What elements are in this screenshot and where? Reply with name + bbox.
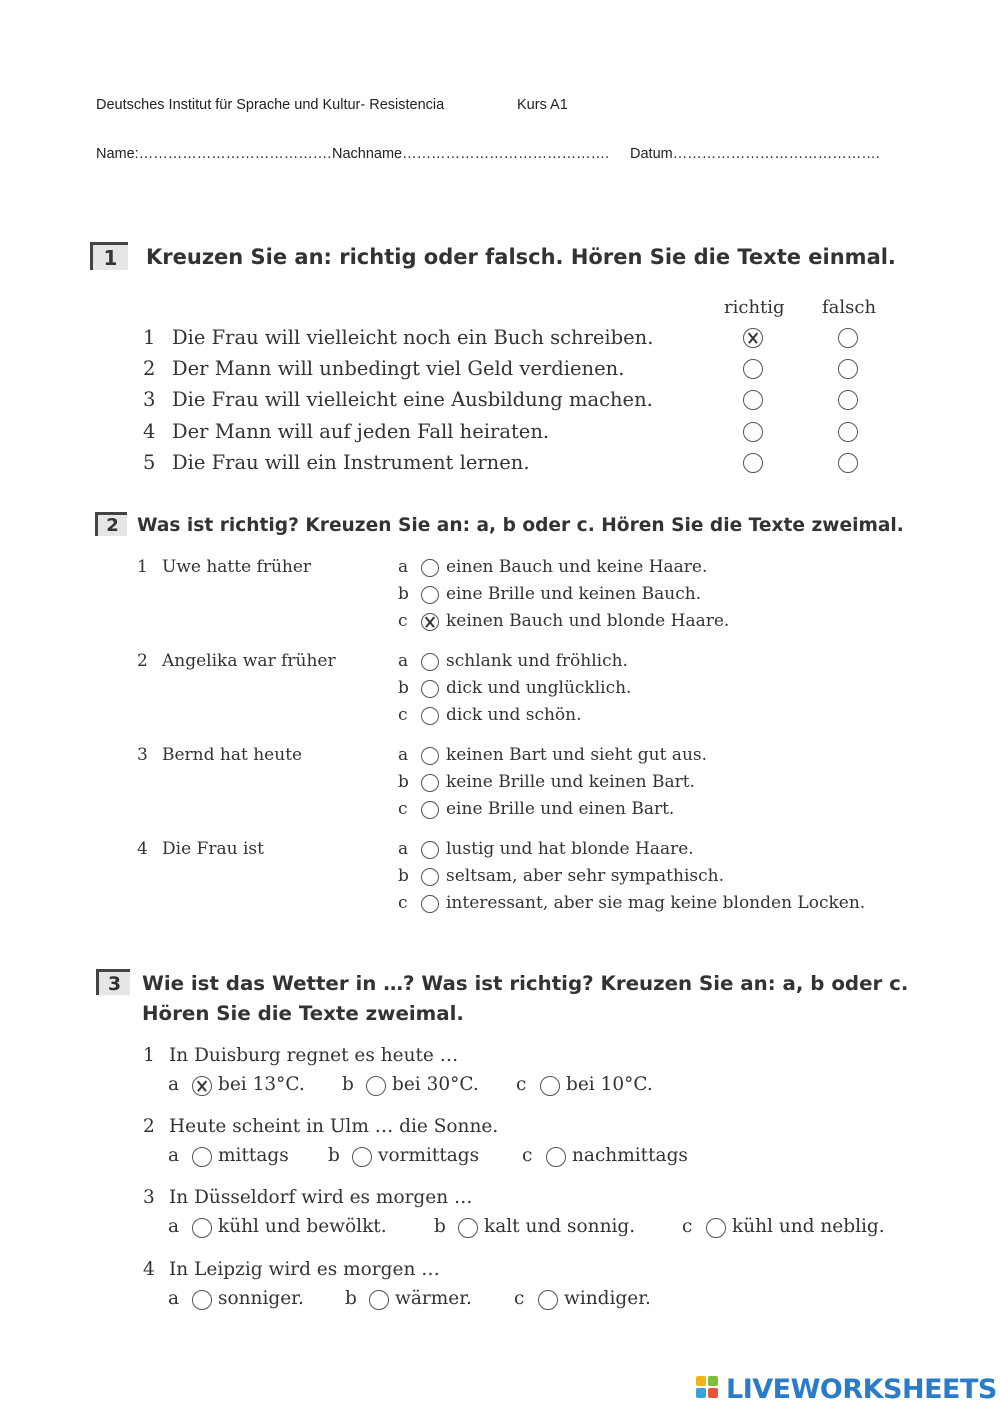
question-stem: Uwe hatte früher: [162, 557, 312, 577]
name-field[interactable]: Name:………………………………….: [96, 146, 332, 162]
option-text: keinen Bauch und blonde Haare.: [446, 611, 730, 631]
falsch-radio[interactable]: [838, 359, 858, 379]
option-letter: c: [516, 1074, 527, 1095]
question-number: 3: [143, 1187, 155, 1208]
richtig-radio[interactable]: [743, 359, 763, 379]
option-text: schlank und fröhlich.: [446, 651, 628, 671]
option-text: dick und schön.: [446, 705, 582, 725]
option-radio[interactable]: [421, 841, 439, 859]
question-stem: Die Frau ist: [162, 839, 264, 859]
option-text: kühl und bewölkt.: [218, 1216, 387, 1237]
logo-box-e: [708, 1388, 718, 1398]
option-letter: c: [398, 893, 408, 913]
option-radio[interactable]: [540, 1076, 560, 1096]
question-number: 3: [137, 745, 148, 765]
section-3-title-line-1: Wie ist das Wetter in …? Was ist richtig? Kreuzen Sie an: a, b oder c.: [142, 972, 909, 995]
option-letter: a: [168, 1216, 180, 1237]
option-radio[interactable]: [421, 586, 439, 604]
option-radio[interactable]: [192, 1218, 212, 1238]
section-1-title: Kreuzen Sie an: richtig oder falsch. Hören Sie die Texte einmal.: [146, 245, 896, 269]
question-stem: Bernd hat heute: [162, 745, 303, 765]
question-stem: In Düsseldorf wird es morgen …: [169, 1187, 473, 1208]
statement-text: Die Frau will ein Instrument lernen.: [172, 451, 530, 474]
option-text: keine Brille und keinen Bart.: [446, 772, 695, 792]
option-radio[interactable]: [458, 1218, 478, 1238]
option-letter: a: [168, 1145, 180, 1166]
option-text: einen Bauch und keine Haare.: [446, 557, 708, 577]
option-letter: a: [168, 1074, 180, 1095]
question-number: 2: [143, 1116, 155, 1137]
item-number: 4: [143, 420, 156, 443]
question-number: 4: [143, 1259, 155, 1280]
item-number: 2: [143, 357, 156, 380]
richtig-radio[interactable]: [743, 390, 763, 410]
statement-text: Der Mann will auf jeden Fall heiraten.: [172, 420, 550, 443]
option-letter: b: [342, 1074, 354, 1095]
option-letter: c: [514, 1288, 525, 1309]
option-letter: a: [398, 839, 409, 859]
logo-box-l: [696, 1376, 706, 1386]
option-text: nachmittags: [572, 1145, 688, 1166]
option-text: eine Brille und einen Bart.: [446, 799, 675, 819]
richtig-radio[interactable]: [743, 422, 763, 442]
option-text: eine Brille und keinen Bauch.: [446, 584, 702, 604]
option-radio[interactable]: [421, 868, 439, 886]
column-richtig: richtig: [724, 297, 785, 318]
option-text: keinen Bart und sieht gut aus.: [446, 745, 708, 765]
richtig-radio[interactable]: [743, 328, 763, 348]
option-text: bei 10°C.: [566, 1074, 653, 1095]
option-text: lustig und hat blonde Haare.: [446, 839, 694, 859]
question-stem: Heute scheint in Ulm … die Sonne.: [169, 1116, 499, 1137]
section-3-number: 3: [96, 969, 130, 995]
option-letter: b: [398, 584, 409, 604]
falsch-radio[interactable]: [838, 453, 858, 473]
richtig-radio[interactable]: [743, 453, 763, 473]
option-letter: c: [682, 1216, 693, 1237]
option-text: windiger.: [564, 1288, 651, 1309]
section-1-number: 1: [90, 242, 128, 270]
logo-box-v: [696, 1388, 706, 1398]
item-number: 3: [143, 388, 156, 411]
falsch-radio[interactable]: [838, 390, 858, 410]
option-radio[interactable]: [538, 1290, 558, 1310]
option-radio[interactable]: [192, 1290, 212, 1310]
option-letter: b: [398, 866, 409, 886]
statement-text: Die Frau will vielleicht eine Ausbildung machen.: [172, 388, 653, 411]
question-number: 1: [137, 557, 148, 577]
option-radio[interactable]: [546, 1147, 566, 1167]
option-radio[interactable]: [369, 1290, 389, 1310]
option-letter: a: [168, 1288, 180, 1309]
option-letter: c: [398, 705, 408, 725]
option-radio[interactable]: [192, 1076, 212, 1096]
option-text: wärmer.: [395, 1288, 472, 1309]
question-stem: Angelika war früher: [162, 651, 336, 671]
option-text: seltsam, aber sehr sympathisch.: [446, 866, 724, 886]
question-stem: In Duisburg regnet es heute …: [169, 1045, 459, 1066]
option-letter: c: [398, 799, 408, 819]
option-radio[interactable]: [706, 1218, 726, 1238]
option-letter: b: [345, 1288, 357, 1309]
option-letter: a: [398, 557, 409, 577]
option-text: interessant, aber sie mag keine blonden Locken.: [446, 893, 866, 913]
surname-field[interactable]: Nachname…………………………………….: [332, 146, 610, 162]
option-text: kühl und neblig.: [732, 1216, 885, 1237]
option-letter: c: [398, 611, 408, 631]
option-letter: b: [328, 1145, 340, 1166]
option-radio[interactable]: [421, 747, 439, 765]
section-3-title-line-2: Hören Sie die Texte zweimal.: [142, 1002, 464, 1025]
option-text: vormittags: [378, 1145, 480, 1166]
option-radio[interactable]: [421, 680, 439, 698]
section-2-title: Was ist richtig? Kreuzen Sie an: a, b oder c. Hören Sie die Texte zweimal.: [137, 515, 904, 536]
question-number: 4: [137, 839, 148, 859]
statement-text: Der Mann will unbedingt viel Geld verdienen.: [172, 357, 625, 380]
logo-box-i: [708, 1376, 718, 1386]
question-number: 2: [137, 651, 148, 671]
option-radio[interactable]: [192, 1147, 212, 1167]
option-text: bei 30°C.: [392, 1074, 479, 1095]
option-radio[interactable]: [421, 613, 439, 631]
item-number: 5: [143, 451, 156, 474]
option-radio[interactable]: [421, 895, 439, 913]
option-text: bei 13°C.: [218, 1074, 305, 1095]
institute-name: Deutsches Institut für Sprache und Kultur- Resistencia: [96, 97, 445, 113]
falsch-radio[interactable]: [838, 422, 858, 442]
statement-text: Die Frau will vielleicht noch ein Buch schreiben.: [172, 326, 654, 349]
item-number: 1: [143, 326, 156, 349]
option-text: sonniger.: [218, 1288, 304, 1309]
option-letter: a: [398, 745, 409, 765]
option-radio[interactable]: [421, 559, 439, 577]
option-text: mittags: [218, 1145, 289, 1166]
section-2-number: 2: [95, 512, 127, 536]
option-radio[interactable]: [421, 801, 439, 819]
option-letter: b: [398, 678, 409, 698]
option-radio[interactable]: [421, 707, 439, 725]
option-radio[interactable]: [421, 653, 439, 671]
option-letter: b: [398, 772, 409, 792]
question-stem: In Leipzig wird es morgen …: [169, 1259, 440, 1280]
column-falsch: falsch: [822, 297, 877, 318]
course-level: Kurs A1: [517, 97, 568, 113]
option-radio[interactable]: [421, 774, 439, 792]
liveworksheets-wordmark: LIVEWORKSHEETS: [726, 1374, 997, 1405]
option-letter: a: [398, 651, 409, 671]
option-radio[interactable]: [366, 1076, 386, 1096]
option-letter: b: [434, 1216, 446, 1237]
option-text: kalt und sonnig.: [484, 1216, 636, 1237]
falsch-radio[interactable]: [838, 328, 858, 348]
option-letter: c: [522, 1145, 533, 1166]
option-text: dick und unglücklich.: [446, 678, 632, 698]
question-number: 1: [143, 1045, 155, 1066]
option-radio[interactable]: [352, 1147, 372, 1167]
date-field[interactable]: Datum…………………………………….: [630, 146, 880, 162]
